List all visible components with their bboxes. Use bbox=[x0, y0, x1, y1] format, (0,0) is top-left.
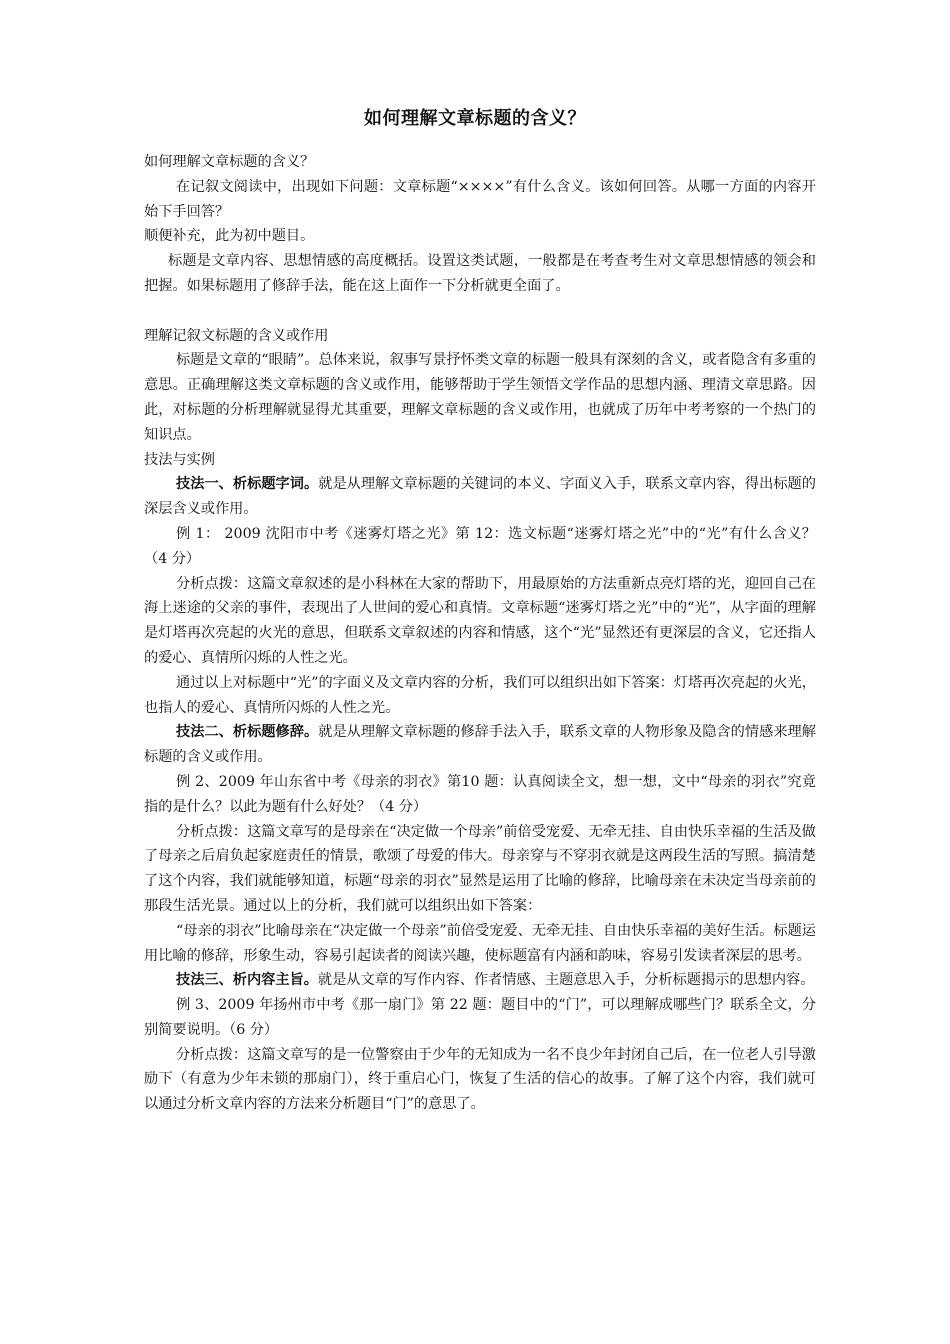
analysis-paragraph: 分析点拨：这篇文章写的是母亲在“决定做一个母亲”前倍受宠爱、无牵无挂、自由快乐幸福的生活及做了母亲之后肩负起家庭责任的情景，歌颂了母爱的伟大。母亲穿与不穿羽衣就是这两段生活的写照。搞清楚了这个内容，我们就能够知道，标题“母亲的羽衣”显然是运用了比喻的修辞，比喻母亲在未决定当母亲前的那段生活光景。通过以上的分析，我们就可以组织出如下答案： bbox=[144, 823, 816, 914]
technique-period: 。 bbox=[304, 724, 319, 741]
technique-period: 。 bbox=[304, 476, 319, 493]
paragraph: 如何理解文章标题的含义？ bbox=[144, 154, 315, 170]
technique-text: 就是从理解文章标题的关键词的本义、字面义入手，联系文章内容，得出标题的深层含义或作用。 bbox=[144, 476, 816, 518]
paragraph: 标题是文章内容、思想情感的高度概括。设置这类试题，一般都是在考查考生对文章思想情感的领会和把握。如果标题用了修辞手法，能在这上面作一下分析就更全面了。 bbox=[144, 253, 816, 294]
document-body bbox=[144, 150, 816, 1117]
paragraph: 顺便补充，此为初中题目。 bbox=[144, 228, 315, 245]
answer-paragraph: 通过以上对标题中“光”的字面义及文章内容的分析，我们可以组织出如下答案：灯塔再次亮起的火光，也指人的爱心、真情所闪烁的人性之光。 bbox=[144, 674, 816, 716]
analysis-paragraph: 分析点拨：这篇文章叙述的是小科林在大家的帮助下，用最原始的方法重新点亮灯塔的光，迎回自己在海上迷途的父亲的事件，表现出了人世间的爱心和真情。文章标题“迷雾灯塔之光”中的“光”，从字面的理解是灯塔再次亮起的火光的意思，但联系文章叙述的内容和情感，这个“光”显然还有更深层的含义，它还指人的爱心、真情所闪烁的人性之光。 bbox=[144, 575, 816, 666]
answer-paragraph: “母亲的羽衣”比喻母亲在“决定做一个母亲”前倍受宠爱、无牵无挂、自由快乐幸福的美好生活。标题运用比喻的修辞，形象生动，容易引起读者的阅读兴趣，使标题富有内涵和韵味，容易引发读者深层的思考。 bbox=[144, 922, 816, 964]
technique-paragraph bbox=[144, 472, 816, 522]
technique-label: 技法一、析标题字词 bbox=[176, 476, 304, 493]
section-heading: 理解记叙文标题的含义或作用 bbox=[144, 327, 329, 344]
section-heading: 技法与实例 bbox=[144, 451, 215, 468]
technique-period: 。 bbox=[303, 972, 318, 989]
paragraph: 在记叙文阅读中，出现如下问题：文章标题“××××”有什么含义。该如何回答。从哪一方面的内容开始下手回答？ bbox=[144, 178, 816, 220]
example-question: 例 3、2009 年扬州市中考《那一扇门》第 22 题：题目中的“门”，可以理解成哪些门？联系全文，分别简要说明。（6 分） bbox=[144, 997, 816, 1038]
example-question: 例 2、2009 年山东省中考《母亲的羽衣》第10 题：认真阅读全文，想一想，文中“母亲的羽衣”究竟指的是什么？以此为题有什么好处？（4 分） bbox=[144, 773, 816, 815]
analysis-paragraph: 分析点拨：这篇文章写的是一位警察由于少年的无知成为一名不良少年封闭自己后，在一位老人引导激励下（有意为少年未锁的那扇门），终于重启心门，恢复了生活的信心的故事。了解了这个内容，我们就可以通过分析文章内容的方法来分析题目“门”的意思了。 bbox=[144, 1046, 816, 1113]
paragraph-gap bbox=[144, 299, 816, 324]
technique-text: 就是从文章的写作内容、作者情感、主题意思入手，分析标题揭示的思想内容。 bbox=[317, 972, 815, 989]
technique-paragraph bbox=[144, 720, 816, 770]
technique-text: 就是从理解文章标题的修辞手法入手，联系文章的人物形象及隐含的情感来理解标题的含义或作用。 bbox=[144, 724, 816, 766]
paragraph: 标题是文章的“眼睛”。总体来说，叙事写景抒怀类文章的标题一般具有深刻的含义，或者隐含有多重的意思。正确理解这类文章标题的含义或作用，能够帮助于学生领悟文学作品的思想内涵、理清文章思路。因此，对标题的分析理解就显得尤其重要，理解文章标题的含义或作用，也就成了历年中考考察的一个热门的知识点。 bbox=[144, 352, 816, 443]
example-question: 例 1： 2009 沈阳市中考《迷雾灯塔之光》第 12：选文标题“迷雾灯塔之光”中的“光”有什么含义？（4 分） bbox=[144, 525, 816, 567]
technique-label: 技法三、析内容主旨 bbox=[176, 972, 304, 989]
technique-label: 技法二、析标题修辞 bbox=[176, 724, 304, 741]
technique-paragraph bbox=[144, 968, 816, 993]
document-title: 如何理解文章标题的含义？ bbox=[364, 108, 586, 129]
